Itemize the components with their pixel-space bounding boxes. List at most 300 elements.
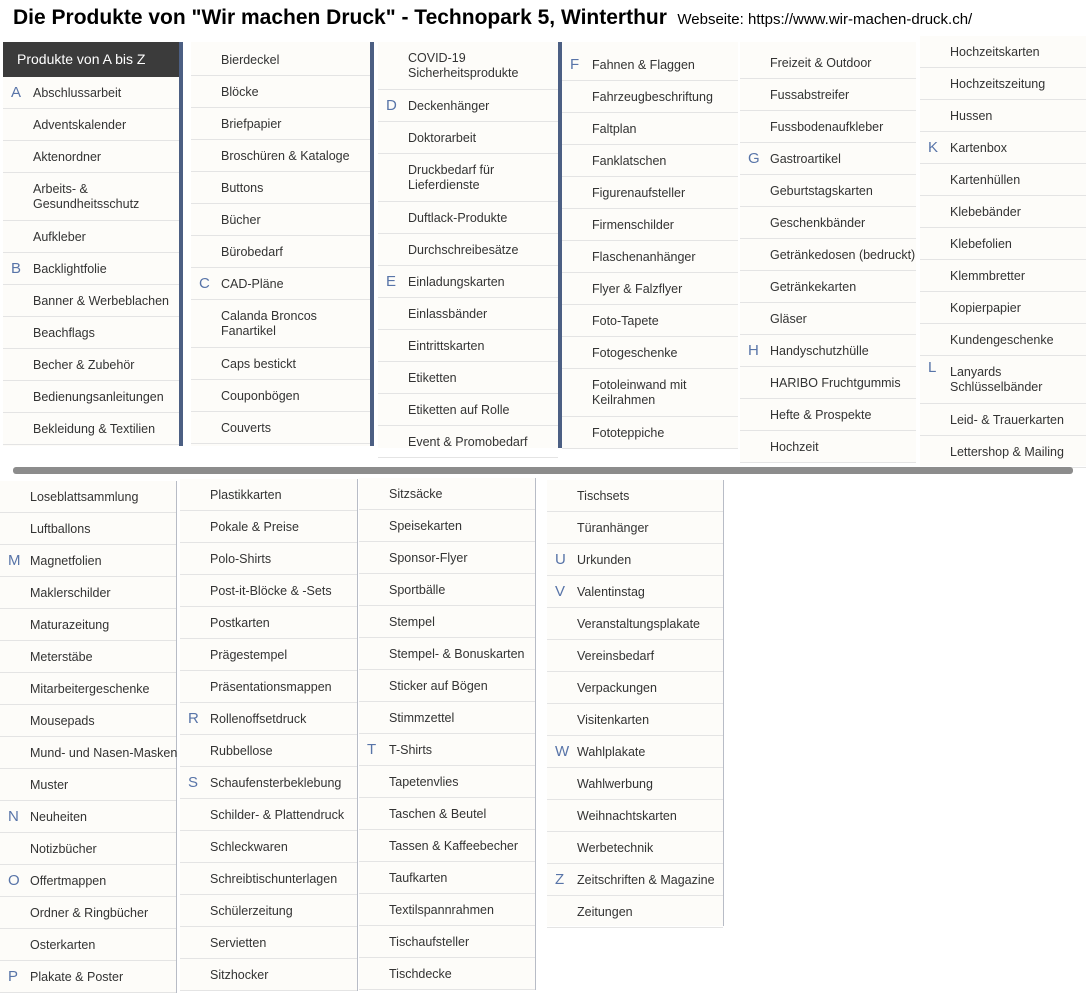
product-link[interactable]: [740, 335, 916, 367]
product-label: Rubbellose: [210, 744, 273, 758]
product-link[interactable]: [180, 575, 357, 607]
product-label: Getränkekarten: [770, 280, 857, 294]
product-label: Fototeppiche: [592, 426, 665, 440]
product-link[interactable]: [359, 606, 535, 638]
product-label: Textilspannrahmen: [389, 903, 494, 917]
product-label: Fotogeschenke: [592, 346, 678, 360]
product-link[interactable]: [562, 113, 738, 145]
product-link[interactable]: [562, 209, 738, 241]
product-label: Aufkleber: [33, 230, 86, 244]
alphabet-letter: P: [8, 968, 19, 985]
product-label: Freizeit & Outdoor: [770, 56, 872, 70]
product-label: Banner & Werbeblachen: [33, 294, 169, 308]
alphabet-letter: B: [11, 260, 22, 277]
product-link[interactable]: [740, 303, 916, 335]
product-label: Sitzsäcke: [389, 487, 443, 501]
product-column-3: [378, 42, 562, 448]
product-link[interactable]: [740, 47, 916, 79]
product-link[interactable]: [547, 608, 723, 640]
product-link[interactable]: [3, 349, 179, 381]
product-link[interactable]: [359, 894, 535, 926]
alphabet-letter: S: [188, 774, 199, 791]
product-link[interactable]: [3, 413, 179, 445]
product-link[interactable]: [359, 766, 535, 798]
product-link[interactable]: [562, 369, 738, 417]
product-label: Weihnachtskarten: [577, 809, 677, 823]
product-link[interactable]: [920, 196, 1086, 228]
product-label: Tischdecke: [389, 967, 452, 981]
product-label: Valentinstag: [577, 585, 645, 599]
product-label: Sportbälle: [389, 583, 446, 597]
product-label: Couverts: [221, 421, 272, 435]
product-label: Schreibtischunterlagen: [210, 872, 338, 886]
product-link[interactable]: [920, 228, 1086, 260]
product-link[interactable]: [359, 734, 535, 766]
alphabet-letter: M: [8, 552, 21, 569]
product-link[interactable]: [191, 348, 370, 380]
product-link[interactable]: [378, 42, 558, 90]
product-label: Ordner & Ringbücher: [30, 906, 149, 920]
product-link[interactable]: [562, 177, 738, 209]
product-label: Speisekarten: [389, 519, 462, 533]
product-label: Maturazeitung: [30, 618, 110, 632]
product-label: Leid- & Trauerkarten: [950, 413, 1064, 427]
product-label: Lettershop & Mailing: [950, 445, 1064, 459]
product-label: Hefte & Prospekte: [770, 408, 872, 422]
product-label: Sticker auf Bögen: [389, 679, 488, 693]
product-label: Flyer & Falzflyer: [592, 282, 683, 296]
product-label: Luftballons: [30, 522, 91, 536]
product-label: Doktorarbeit: [408, 131, 477, 145]
product-label: Backlightfolie: [33, 262, 107, 276]
product-link[interactable]: [378, 266, 558, 298]
product-link[interactable]: [547, 480, 723, 512]
product-column-8: [180, 479, 358, 991]
product-link[interactable]: [180, 735, 357, 767]
product-link[interactable]: [191, 412, 370, 444]
product-link[interactable]: [180, 543, 357, 575]
product-label: Stempel- & Bonuskarten: [389, 647, 525, 661]
product-label: Couponbögen: [221, 389, 300, 403]
product-label: Taschen & Beutel: [389, 807, 487, 821]
product-link[interactable]: [180, 607, 357, 639]
product-label: Osterkarten: [30, 938, 96, 952]
product-link[interactable]: [191, 108, 370, 140]
product-link[interactable]: [378, 394, 558, 426]
product-label: Hochzeit: [770, 440, 819, 454]
product-label: Kartenbox: [950, 141, 1007, 155]
product-label: Etiketten: [408, 371, 457, 385]
section-divider: [13, 467, 1073, 474]
product-link[interactable]: [3, 317, 179, 349]
product-label: Bücher: [221, 213, 261, 227]
product-link[interactable]: [378, 234, 558, 266]
product-link[interactable]: [191, 44, 370, 76]
alphabet-letter: F: [570, 56, 580, 73]
product-label: Mund- und Nasen-Masken: [30, 746, 178, 760]
product-link[interactable]: [740, 399, 916, 431]
product-link[interactable]: [180, 959, 357, 991]
product-label: Tischaufsteller: [389, 935, 470, 949]
product-link[interactable]: [740, 271, 916, 303]
product-label: Fahrzeugbeschriftung: [592, 90, 713, 104]
product-link[interactable]: [740, 111, 916, 143]
product-label: Kundengeschenke: [950, 333, 1054, 347]
product-label: Servietten: [210, 936, 267, 950]
product-label: Durchschreibesätze: [408, 243, 519, 257]
product-link[interactable]: [547, 704, 723, 736]
product-label: Verpackungen: [577, 681, 657, 695]
alphabet-letter: H: [748, 342, 759, 359]
product-link[interactable]: [0, 609, 176, 641]
product-label: Loseblattsammlung: [30, 490, 139, 504]
product-link[interactable]: [740, 79, 916, 111]
product-label: Calanda Broncos Fanartikel: [221, 309, 317, 338]
product-label: Fotoleinwand mit Keilrahmen: [592, 378, 687, 407]
product-label: Flaschenanhänger: [592, 250, 696, 264]
product-label: Adventskalender: [33, 118, 127, 132]
product-label: Mitarbeitergeschenke: [30, 682, 150, 696]
product-label: Faltplan: [592, 122, 637, 136]
product-label: Türanhänger: [577, 521, 649, 535]
product-label: Kartenhüllen: [950, 173, 1021, 187]
product-label: Schilder- & Plattendruck: [210, 808, 345, 822]
product-label: Foto-Tapete: [592, 314, 659, 328]
product-link[interactable]: [547, 800, 723, 832]
product-link[interactable]: [180, 639, 357, 671]
product-label: Gläser: [770, 312, 807, 326]
product-link[interactable]: [920, 404, 1086, 436]
product-label: Getränkedosen (bedruckt): [770, 248, 916, 262]
website-link[interactable]: Webseite: https://www.wir-machen-druck.ch/: [677, 11, 973, 28]
product-label: Hussen: [950, 109, 993, 123]
alphabet-letter: Z: [555, 871, 565, 888]
product-label: Prägestempel: [210, 648, 288, 662]
product-link[interactable]: [562, 417, 738, 449]
product-link[interactable]: [378, 202, 558, 234]
product-label: Deckenhänger: [408, 99, 490, 113]
product-link[interactable]: [0, 545, 176, 577]
product-link[interactable]: [740, 239, 916, 271]
product-label: Veranstaltungsplakate: [577, 617, 701, 631]
product-label: Pokale & Preise: [210, 520, 299, 534]
product-label: Schülerzeitung: [210, 904, 293, 918]
product-link[interactable]: [0, 897, 176, 929]
product-label: Meterstäbe: [30, 650, 93, 664]
product-link[interactable]: [0, 641, 176, 673]
product-label: Maklerschilder: [30, 586, 111, 600]
product-label: Tassen & Kaffeebecher: [389, 839, 519, 853]
product-link[interactable]: [3, 381, 179, 413]
product-link[interactable]: [547, 512, 723, 544]
product-label: Tischsets: [577, 489, 630, 503]
product-label: Post-it-Blöcke & -Sets: [210, 584, 332, 598]
product-label: Geburtstagskarten: [770, 184, 873, 198]
product-link[interactable]: [547, 832, 723, 864]
product-label: Plakate & Poster: [30, 970, 124, 984]
product-label: Präsentationsmappen: [210, 680, 332, 694]
product-link[interactable]: [191, 204, 370, 236]
alphabet-letter: C: [199, 275, 210, 292]
product-link[interactable]: [180, 703, 357, 735]
product-link[interactable]: [0, 929, 176, 961]
product-label: Rollenoffsetdruck: [210, 712, 307, 726]
product-link[interactable]: [180, 831, 357, 863]
product-link[interactable]: [180, 927, 357, 959]
alphabet-letter: E: [386, 273, 397, 290]
product-label: Werbetechnik: [577, 841, 654, 855]
product-link[interactable]: [359, 958, 535, 990]
product-label: T-Shirts: [389, 743, 433, 757]
product-label: Fanklatschen: [592, 154, 667, 168]
product-link[interactable]: [562, 81, 738, 113]
product-label: Bürobedarf: [221, 245, 283, 259]
product-label: Geschenkbänder: [770, 216, 866, 230]
product-label: Muster: [30, 778, 69, 792]
product-link[interactable]: [562, 241, 738, 273]
product-link[interactable]: [359, 574, 535, 606]
product-label: Urkunden: [577, 553, 632, 567]
product-link[interactable]: [378, 330, 558, 362]
product-link[interactable]: [0, 769, 176, 801]
product-link[interactable]: [920, 356, 1086, 404]
alphabet-letter: D: [386, 97, 397, 114]
product-column-2: [191, 42, 374, 446]
product-link[interactable]: [378, 122, 558, 154]
product-label: Handyschutzhülle: [770, 344, 869, 358]
alphabet-letter: T: [367, 741, 377, 758]
product-label: Fahnen & Flaggen: [592, 58, 695, 72]
product-link[interactable]: [191, 76, 370, 108]
alphabet-letter: G: [748, 150, 760, 167]
alphabet-letter: N: [8, 808, 19, 825]
product-link[interactable]: [3, 77, 179, 109]
product-link[interactable]: [740, 175, 916, 207]
product-label: Arbeits- & Gesundheitsschutz: [33, 182, 140, 211]
product-label: Klemmbretter: [950, 269, 1026, 283]
product-label: Gastroartikel: [770, 152, 841, 166]
product-link[interactable]: [920, 68, 1086, 100]
product-label: Event & Promobedarf: [408, 435, 528, 449]
product-label: Fussbodenaufkleber: [770, 120, 884, 134]
product-link[interactable]: [562, 305, 738, 337]
product-link[interactable]: [547, 768, 723, 800]
product-label: Bierdeckel: [221, 53, 280, 67]
product-label: Stimmzettel: [389, 711, 455, 725]
product-link[interactable]: [0, 737, 176, 769]
product-link[interactable]: [3, 173, 179, 221]
product-label: Fussabstreifer: [770, 88, 850, 102]
product-label: CAD-Pläne: [221, 277, 284, 291]
product-link[interactable]: [547, 896, 723, 928]
product-label: Aktenordner: [33, 150, 102, 164]
product-link[interactable]: [547, 544, 723, 576]
product-label: Klebefolien: [950, 237, 1012, 251]
product-column-1: [3, 42, 183, 446]
product-label: Visitenkarten: [577, 713, 650, 727]
product-link[interactable]: [562, 145, 738, 177]
product-link[interactable]: [180, 479, 357, 511]
product-link[interactable]: [740, 207, 916, 239]
product-label: Firmenschilder: [592, 218, 674, 232]
alphabet-letter: O: [8, 872, 20, 889]
product-label: Druckbedarf für Lieferdienste: [408, 163, 495, 192]
product-link[interactable]: [378, 362, 558, 394]
product-label: Polo-Shirts: [210, 552, 272, 566]
product-label: Neuheiten: [30, 810, 87, 824]
product-label: Hochzeitskarten: [950, 45, 1040, 59]
product-label: Lanyards Schlüsselbänder: [950, 365, 1043, 394]
product-label: Kopierpapier: [950, 301, 1021, 315]
page-title-bar: [13, 6, 972, 30]
product-link[interactable]: [180, 671, 357, 703]
product-label: Bekleidung & Textilien: [33, 422, 156, 436]
product-column-5: [740, 42, 916, 462]
product-link[interactable]: [378, 154, 558, 202]
product-link[interactable]: [359, 862, 535, 894]
product-label: Eintrittskarten: [408, 339, 485, 353]
product-label: Beachflags: [33, 326, 95, 340]
product-link[interactable]: [180, 895, 357, 927]
page-title: Die Produkte von "Wir machen Druck" - Technopark 5, Winterthur: [13, 6, 667, 29]
product-label: Zeitschriften & Magazine: [577, 873, 715, 887]
product-link[interactable]: [378, 90, 558, 122]
product-column-7: [0, 481, 177, 993]
product-link[interactable]: [0, 865, 176, 897]
product-link[interactable]: [920, 132, 1086, 164]
product-link[interactable]: [920, 324, 1086, 356]
product-link[interactable]: [0, 481, 176, 513]
product-label: HARIBO Fruchtgummis: [770, 376, 901, 390]
product-label: Briefpapier: [221, 117, 282, 131]
product-link[interactable]: [740, 431, 916, 463]
product-label: Blöcke: [221, 85, 259, 99]
product-link[interactable]: [0, 961, 176, 993]
product-label: Postkarten: [210, 616, 270, 630]
product-link[interactable]: [378, 298, 558, 330]
product-link[interactable]: [547, 672, 723, 704]
product-link[interactable]: [191, 140, 370, 172]
product-label: Klebebänder: [950, 205, 1021, 219]
product-label: Sitzhocker: [210, 968, 269, 982]
alphabet-letter: W: [555, 743, 570, 760]
alphabet-letter: V: [555, 583, 566, 600]
product-column-10: [547, 480, 724, 926]
alphabet-letter: L: [928, 359, 937, 376]
alphabet-letter: R: [188, 710, 199, 727]
product-link[interactable]: [920, 164, 1086, 196]
product-link[interactable]: [191, 380, 370, 412]
product-label: Vereinsbedarf: [577, 649, 655, 663]
product-column-9: [359, 478, 536, 990]
product-link[interactable]: [920, 100, 1086, 132]
product-label: Plastikkarten: [210, 488, 282, 502]
product-label: Tapetenvlies: [389, 775, 459, 789]
product-link[interactable]: [547, 736, 723, 768]
product-label: Stempel: [389, 615, 435, 629]
product-link[interactable]: [920, 260, 1086, 292]
product-link[interactable]: [3, 285, 179, 317]
product-label: Abschlussarbeit: [33, 86, 122, 100]
product-link[interactable]: [359, 638, 535, 670]
product-link[interactable]: [547, 640, 723, 672]
product-label: Sponsor-Flyer: [389, 551, 468, 565]
product-label: Notizbücher: [30, 842, 97, 856]
product-link[interactable]: [0, 577, 176, 609]
product-link[interactable]: [547, 864, 723, 896]
product-link[interactable]: [3, 141, 179, 173]
product-link[interactable]: [359, 830, 535, 862]
product-link[interactable]: [191, 236, 370, 268]
product-label: Hochzeitszeitung: [950, 77, 1046, 91]
product-link[interactable]: [180, 863, 357, 895]
product-link[interactable]: [0, 673, 176, 705]
product-link[interactable]: [0, 833, 176, 865]
product-link[interactable]: [562, 49, 738, 81]
product-link[interactable]: [547, 576, 723, 608]
product-link[interactable]: [378, 426, 558, 458]
product-link[interactable]: [562, 337, 738, 369]
product-label: Etiketten auf Rolle: [408, 403, 510, 417]
alphabet-letter: A: [11, 84, 22, 101]
product-label: Caps bestickt: [221, 357, 297, 371]
product-link[interactable]: [359, 478, 535, 510]
product-label: Figurenaufsteller: [592, 186, 686, 200]
product-link[interactable]: [740, 367, 916, 399]
product-label: Bedienungsanleitungen: [33, 390, 164, 404]
product-link[interactable]: [0, 705, 176, 737]
product-column-4: [562, 42, 738, 448]
product-label: Schleckwaren: [210, 840, 288, 854]
product-label: Einladungskarten: [408, 275, 505, 289]
product-link[interactable]: [359, 702, 535, 734]
product-label: Mousepads: [30, 714, 95, 728]
product-link[interactable]: [359, 542, 535, 574]
product-link[interactable]: [0, 801, 176, 833]
product-link[interactable]: [920, 36, 1086, 68]
product-label: Magnetfolien: [30, 554, 102, 568]
product-link[interactable]: [180, 511, 357, 543]
product-label: Zeitungen: [577, 905, 633, 919]
product-label: Einlassbänder: [408, 307, 488, 321]
product-link[interactable]: [0, 513, 176, 545]
product-link[interactable]: [180, 799, 357, 831]
product-link[interactable]: [359, 926, 535, 958]
product-link[interactable]: [359, 670, 535, 702]
alphabet-letter: U: [555, 551, 566, 568]
product-link[interactable]: [191, 268, 370, 300]
product-link[interactable]: [359, 510, 535, 542]
product-link[interactable]: [191, 172, 370, 204]
product-link[interactable]: [920, 436, 1086, 468]
product-link[interactable]: [191, 300, 370, 348]
product-link[interactable]: [920, 292, 1086, 324]
product-label: Broschüren & Kataloge: [221, 149, 350, 163]
product-label: Becher & Zubehör: [33, 358, 135, 372]
product-label: Schaufensterbeklebung: [210, 776, 342, 790]
product-label: Wahlwerbung: [577, 777, 653, 791]
product-link[interactable]: [562, 273, 738, 305]
product-link[interactable]: [3, 109, 179, 141]
product-label: Wahlplakate: [577, 745, 646, 759]
product-link[interactable]: [3, 221, 179, 253]
product-link[interactable]: [180, 767, 357, 799]
product-link[interactable]: [359, 798, 535, 830]
product-link[interactable]: [740, 143, 916, 175]
product-link[interactable]: [3, 253, 179, 285]
alphabet-letter: K: [928, 139, 939, 156]
product-label: Offertmappen: [30, 874, 107, 888]
